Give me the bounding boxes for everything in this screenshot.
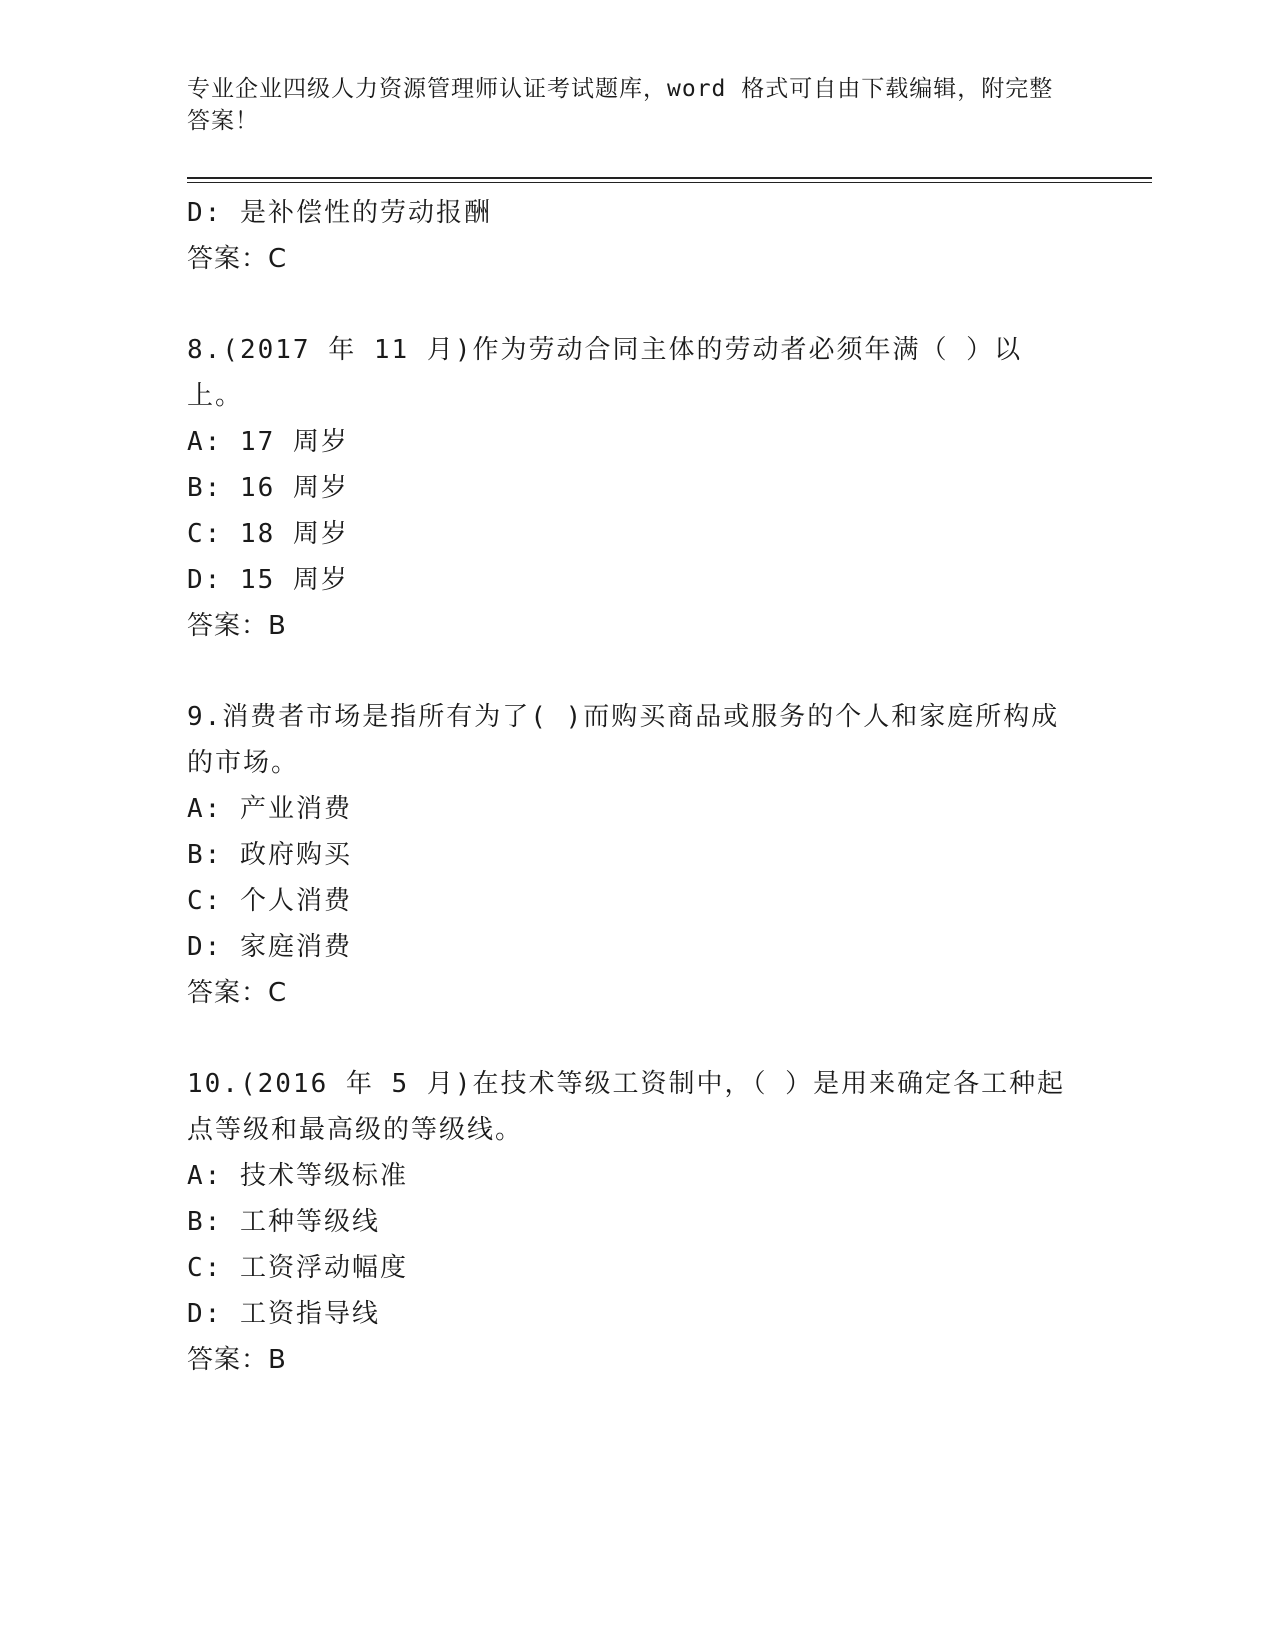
spacer xyxy=(187,1016,1087,1061)
question-text: 10.(2016 年 5 月)在技术等级工资制中，（ ）是用来确定各工种起点等级和最高级的等级线。 xyxy=(187,1069,1066,1145)
option-c: C: 18 周岁 xyxy=(187,519,349,549)
option-a: A: 产业消费 xyxy=(187,794,352,824)
spacer xyxy=(187,282,1087,327)
option-c: C: 工资浮动幅度 xyxy=(187,1253,408,1283)
option-b: B: 工种等级线 xyxy=(187,1207,380,1237)
option-d: D: 工资指导线 xyxy=(187,1299,380,1329)
answer-line: 答案：C xyxy=(187,978,288,1008)
option-a: A: 技术等级标准 xyxy=(187,1161,408,1191)
option-d: D: 是补偿性的劳动报酬 xyxy=(187,198,492,228)
header-divider-thin xyxy=(187,182,1152,183)
question-block xyxy=(187,1061,1087,1383)
question-text: 8.(2017 年 11 月)作为劳动合同主体的劳动者必须年满（ ）以上。 xyxy=(187,335,1023,411)
option-d: D: 家庭消费 xyxy=(187,932,352,962)
page-header: 专业企业四级人力资源管理师认证考试题库，word 格式可自由下载编辑，附完整答案！ xyxy=(187,76,1054,134)
spacer xyxy=(187,649,1087,694)
option-b: B: 政府购买 xyxy=(187,840,352,870)
answer-line: 答案：B xyxy=(187,611,287,641)
option-b: B: 16 周岁 xyxy=(187,473,349,503)
answer-line: 答案：B xyxy=(187,1345,287,1375)
option-d: D: 15 周岁 xyxy=(187,565,349,595)
header-divider-thick xyxy=(187,177,1152,179)
option-a: A: 17 周岁 xyxy=(187,427,349,457)
option-c: C: 个人消费 xyxy=(187,886,352,916)
answer-line: 答案：C xyxy=(187,244,288,274)
question-block xyxy=(187,694,1087,1016)
question-block xyxy=(187,327,1087,649)
question-text: 9.消费者市场是指所有为了( )而购买商品或服务的个人和家庭所构成的市场。 xyxy=(187,702,1060,778)
question-content xyxy=(187,190,1087,1383)
